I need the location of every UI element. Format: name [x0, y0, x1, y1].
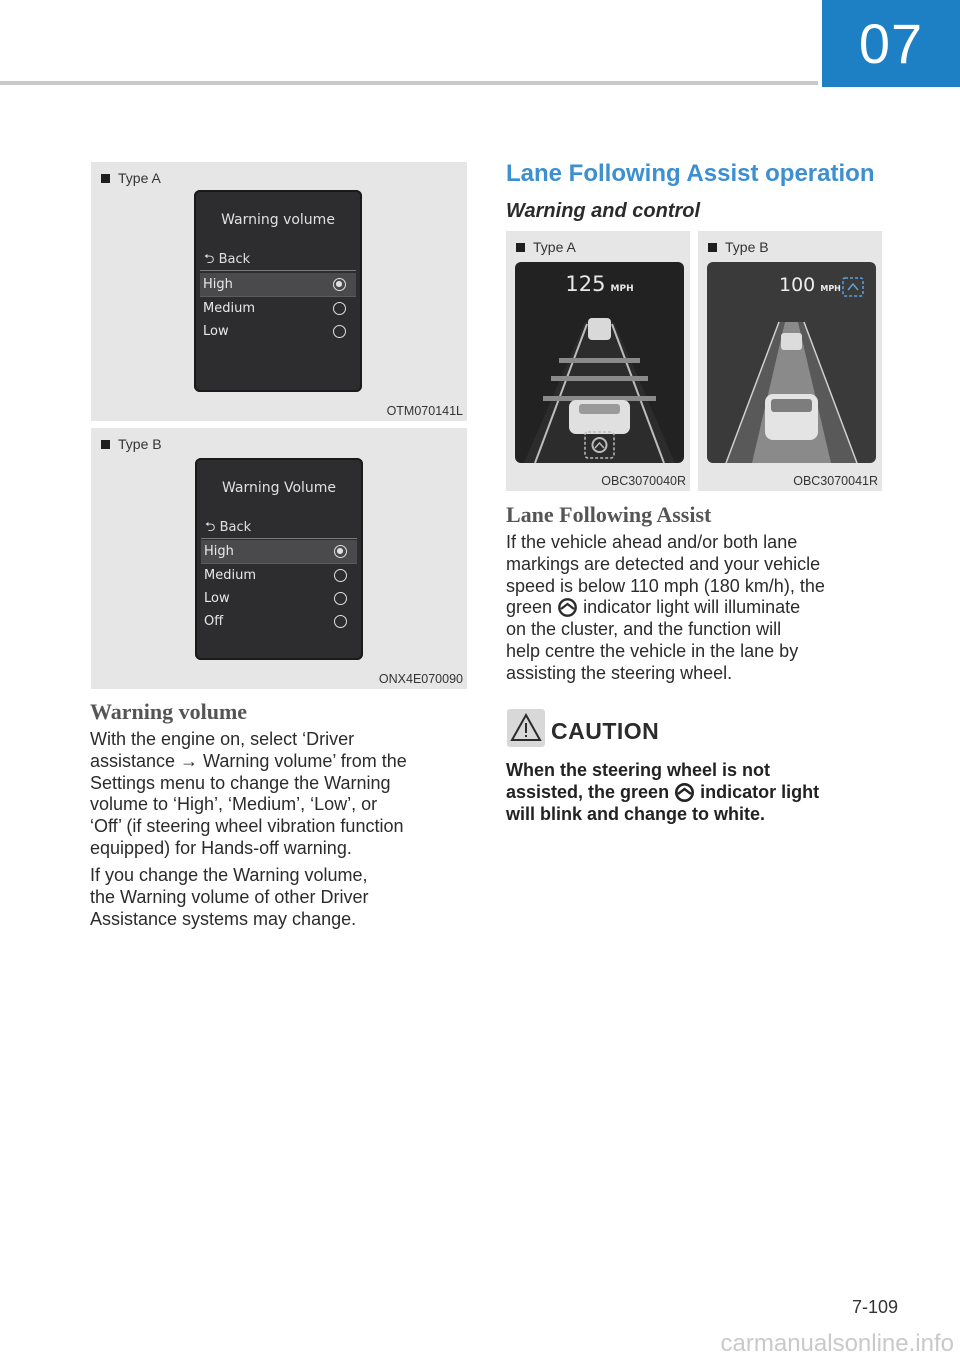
cluster-display	[707, 262, 876, 463]
figure-code: OBC3070040R	[601, 474, 686, 488]
radio-empty-icon	[334, 592, 347, 605]
menu-divider	[200, 270, 356, 271]
back-item: ⮌ Back	[205, 520, 252, 535]
speed-readout: 125 MPH	[565, 272, 634, 296]
caution-line-with-indicator: assisted, the green indicator light	[506, 781, 820, 802]
section-heading-lfa: Lane Following Assist	[506, 502, 712, 527]
paragraph-warning-volume-note: If you change the Warning volume, the Warning volume of other Driver Assistance systems may change.	[90, 865, 369, 929]
road-scene-icon	[515, 262, 684, 463]
section-title-lfa-operation: Lane Following Assist operation	[506, 160, 875, 187]
bullet-square-icon	[101, 440, 110, 449]
radio-empty-icon	[334, 615, 347, 628]
page-number: 7-109	[851, 1297, 898, 1317]
caution-warning-icon	[507, 709, 545, 747]
header-rule	[0, 81, 818, 85]
steering-wheel-lfa-icon	[557, 598, 578, 617]
cluster-display	[515, 262, 684, 463]
bullet-square-icon	[708, 243, 717, 252]
figure-code: OTM070141L	[386, 404, 463, 418]
back-arrow-icon: ⮌	[204, 252, 215, 267]
menu-option-high: High	[201, 540, 357, 563]
cluster-screen	[194, 190, 362, 392]
figure-type-label: Type A	[516, 239, 576, 255]
radio-empty-icon	[333, 325, 346, 338]
back-item: ⮌ Back	[204, 252, 251, 267]
watermark: carmanualsonline.info	[720, 1330, 954, 1357]
figure-code: OBC3070041R	[793, 474, 878, 488]
menu-option-low: Low	[200, 320, 356, 343]
screen-title: Warning volume	[221, 212, 335, 228]
caution-label: CAUTION	[551, 718, 660, 744]
steering-wheel-lfa-icon	[674, 783, 695, 802]
menu-option-high: High	[200, 273, 356, 296]
line-with-indicator: green indicator light will illuminate	[506, 597, 801, 618]
screen-title: Warning Volume	[221, 480, 337, 496]
caution-text: When the steering wheel is not assisted, the green indicator light will blink and change to white.	[506, 760, 876, 825]
bullet-square-icon	[101, 174, 110, 183]
figure-type-label: Type B	[708, 239, 769, 255]
figure-type-label: Type B	[101, 436, 162, 452]
menu-option-medium: Medium	[201, 564, 357, 587]
figure-type-b-warning-volume	[91, 428, 467, 689]
menu-option-medium: Medium	[200, 297, 356, 320]
radio-selected-icon	[334, 545, 347, 558]
figure-code: ONX4E070090	[378, 672, 463, 686]
cluster-screen	[195, 458, 363, 660]
subsection-title-warning-control: Warning and control	[506, 200, 701, 222]
chapter-tab: 07	[822, 0, 960, 87]
figure-type-label: Type A	[101, 170, 161, 186]
figure-lfa-type-b	[698, 231, 882, 491]
section-heading-warning-volume: Warning volume	[90, 699, 248, 724]
speed-readout: 100 MPH	[779, 274, 841, 296]
radio-empty-icon	[334, 569, 347, 582]
paragraph-lfa: If the vehicle ahead and/or both lane markings are detected and your vehicle speed is below 110 mph (180 km/h), the green indicator light will illuminate on the cluster, and the function will help centre the vehicle in the lane by assisting the steering wheel.	[506, 532, 886, 685]
back-arrow-icon: ⮌	[205, 520, 216, 535]
menu-option-low: Low	[201, 587, 357, 610]
menu-divider	[201, 538, 357, 539]
paragraph-warning-volume: With the engine on, select ‘Driver assistance → Warning volume’ from the Settings menu to change the Warning volume to ‘High’, ‘Medium’, ‘Low’, or ‘Off’ (if steering wheel vibration function equipped) for Hands-off warning.	[90, 729, 407, 858]
bullet-square-icon	[516, 243, 525, 252]
menu-option-off: Off	[201, 610, 357, 633]
figure-type-a-warning-volume	[91, 162, 467, 421]
radio-empty-icon	[333, 302, 346, 315]
radio-selected-icon	[333, 278, 346, 291]
figure-lfa-type-a	[506, 231, 690, 491]
